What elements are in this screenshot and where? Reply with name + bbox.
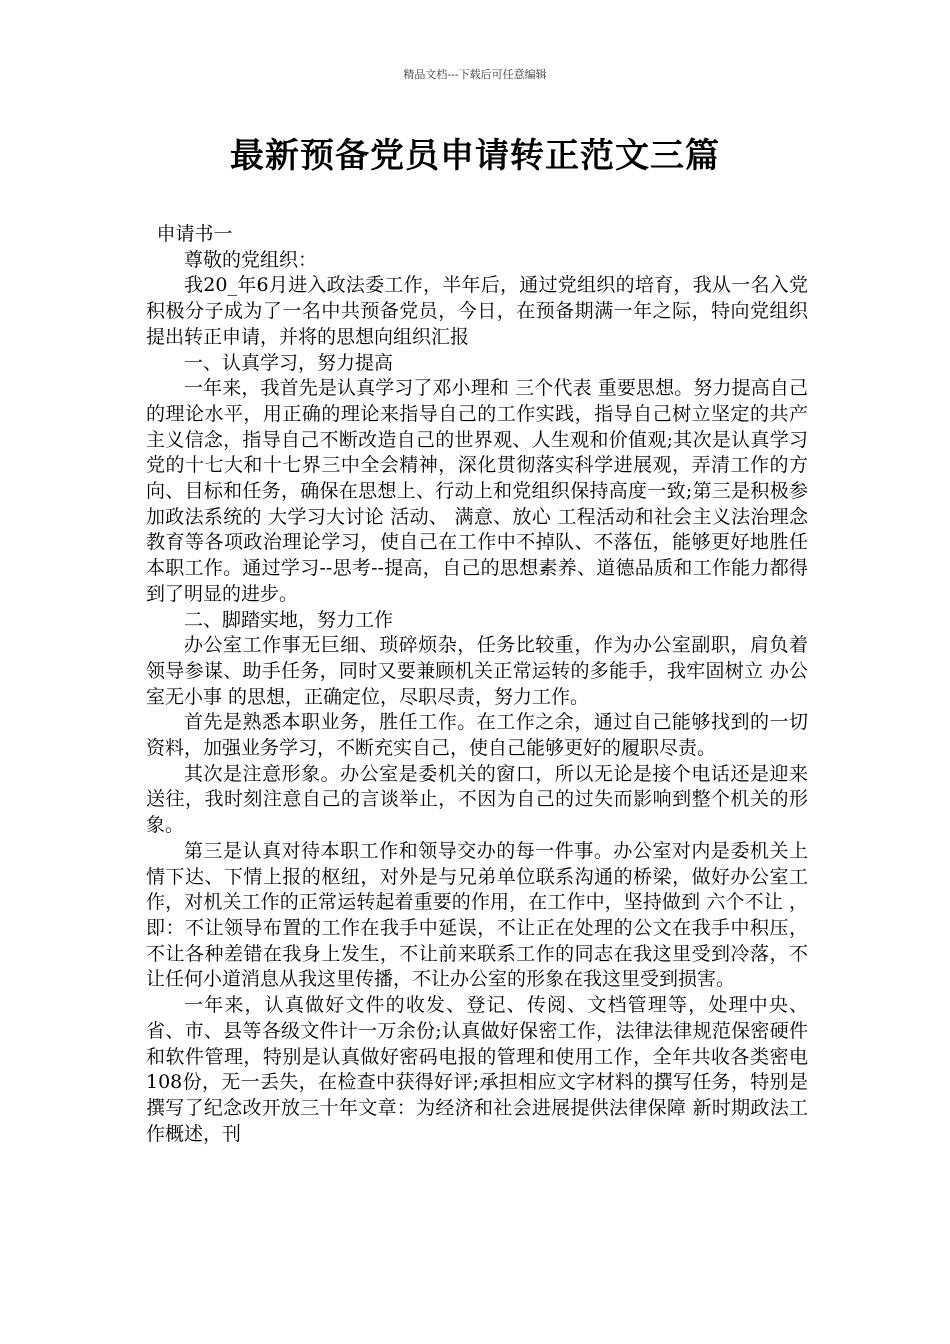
paragraph: 我20_年6月进入政法委工作，半年后，通过党组织的培育，我从一名入党积极分子成为了一名中共预备党员，今日，在预备期满一年之际，特向党组织提出转正申请，并将的思想向组织汇报 [146,274,808,348]
greeting: 尊敬的党组织： [184,248,318,271]
section-heading: 一、认真学习，努力提高 [184,351,394,374]
paragraph: 第三是认真对待本职工作和领导交办的每一件事。办公室对内是委机关上情下达、下情上报的枢纽，对外是与兄弟单位联系沟通的桥梁，做好办公室工作，对机关工作的正常运转起着重要的作用，在工作中，坚持做到 六个不让 ，即：不让领导布置的工作在我手中延误，不让正在处理的公文在我手中积压，不让各种差错在我身上发生，不让前来联系工作的同志在我这里受到冷落，不让任何小道消息从我这里传播，不让办公室的形象在我这里受到损害。 [146,839,808,991]
watermark-header: 精品文档---下载后可任意编辑 [403,68,547,81]
paragraph: 其次是注意形象。办公室是委机关的窗口，所以无论是接个电话还是迎来送往，我时刻注意自己的言谈举止，不因为自己的过失而影响到整个机关的形象。 [146,762,808,837]
section-heading: 二、脚踏实地，努力工作 [184,608,394,631]
document-title: 最新预备党员申请转正范文三篇 [230,136,720,176]
paragraph: 办公室工作事无巨细、琐碎烦杂，任务比较重，作为办公室副职，肩负着领导参谋、助手任务，同时又要兼顾机关正常运转的多能手，我牢固树立 办公室无小事 的思想，正确定位，尽职尽责，努力工作。 [146,634,808,708]
paragraph: 首先是熟悉本职业务，胜任工作。在工作之余，通过自己能够找到的一切资料，加强业务学习，不断充实自己，使自己能够更好的履职尽责。 [146,711,808,760]
document-body [146,222,808,1147]
paragraph: 一年来，认真做好文件的收发、登记、传阅、文档管理等，处理中央、省、市、县等各级文件计一万余份;认真做好保密工作，法律法律规范保密硬件和软件管理，特别是认真做好密码电报的管理和使用工作，全年共收各类密电108份，无一丢失，在检查中获得好评;承担相应文字材料的撰写任务，特别是撰写了纪念改开放三十年文章：为经济和社会进展提供法律保障 新时期政法工作概述，刊 [146,994,808,1145]
section-label: 申请书一 [156,223,233,245]
paragraph: 一年来，我首先是认真学习了邓小理和 三个代表 重要思想。努力提高自己的理论水平，用正确的理论来指导自己的工作实践，指导自己树立坚定的共产主义信念，指导自己不断改造自己的世界观、人生观和价值观;其次是认真学习党的十七大和十七界三中全会精神，深化贯彻落实科学进展观，弄清工作的方向、目标和任务，确保在思想上、行动上和党组织保持高度一致;第三是积极参加政法系统的 大学习大讨论 活动、 满意、放心 工程活动和社会主义法治理念教育等各项政治理论学习，使自己在工作中不掉队、不落伍，能够更好地胜任本职工作。通过学习--思考--提高，自己的思想素养、道德品质和工作能力都得到了明显的进步。 [146,377,808,605]
